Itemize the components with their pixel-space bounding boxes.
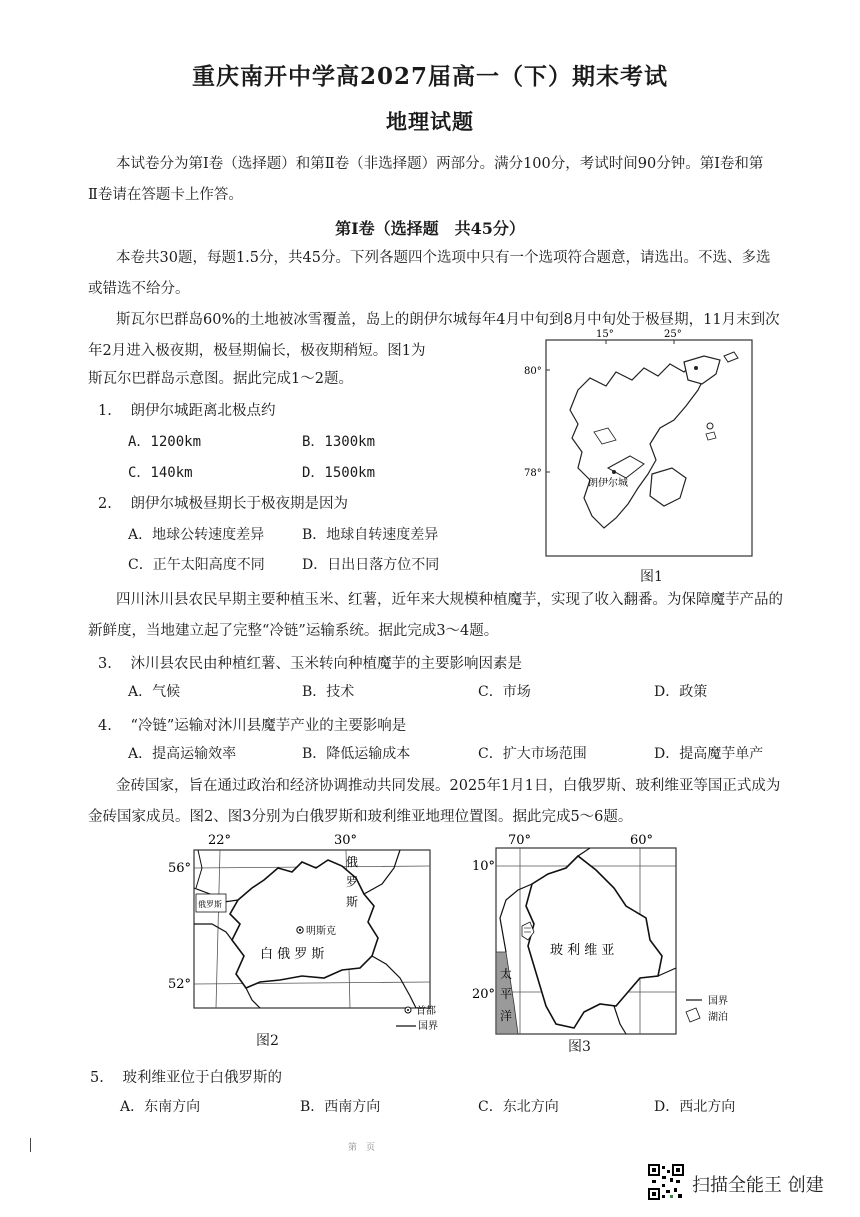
question-stem: 沐川县农民由种植红薯、玉米转向种植魔芋的主要影响因素是	[130, 656, 522, 672]
lat-label: 20°	[472, 987, 496, 1002]
question-4	[98, 714, 406, 735]
lon-label: 60°	[630, 833, 654, 848]
passage3-line2: 金砖国家成员。图2、图3分别为白俄罗斯和玻利维亚地理位置图。据此完成5～6题。	[88, 809, 633, 825]
page-number: 第 页	[348, 1143, 376, 1153]
option-b[interactable]: B．降低运输成本	[302, 746, 411, 762]
question-stem: 玻利维亚位于白俄罗斯的	[122, 1070, 282, 1086]
option-d[interactable]: D．1500km	[302, 465, 376, 481]
figure-2-caption: 图2	[256, 1033, 279, 1049]
islet-dot	[694, 366, 698, 370]
ocean-label-2: 平	[500, 987, 513, 1001]
section-heading: 第Ⅰ卷（选择题 共45分）	[335, 219, 525, 238]
option-c[interactable]: C．市场	[478, 684, 531, 700]
lon-label: 70°	[508, 833, 532, 848]
country-label: 白 俄 罗 斯	[260, 947, 325, 962]
question-number: 1.	[98, 403, 112, 419]
option-c[interactable]: C．140km	[128, 465, 193, 481]
passage1-line3: 斯瓦尔巴群岛示意图。据此完成1～2题。	[88, 371, 353, 387]
question-stem: “冷链”运输对沐川县魔芋产业的主要影响是	[130, 718, 407, 734]
passage1-line1: 斯瓦尔巴群岛60%的土地被冰雪覆盖，岛上的朗伊尔城每年4月中旬到8月中旬处于极昼期，11月末到次	[116, 312, 780, 328]
passage3-line1: 金砖国家，旨在通过政治和经济协调推动共同发展。2025年1月1日，白俄罗斯、玻利维亚等国正式成为	[116, 778, 781, 794]
kaliningrad-label: 俄罗斯	[198, 900, 222, 909]
question-5	[90, 1066, 282, 1087]
lon-label: 25°	[664, 329, 682, 340]
option-d[interactable]: D．政策	[654, 684, 708, 700]
russia-label-2: 罗	[346, 875, 359, 889]
question-1	[98, 399, 275, 420]
passage2-line1: 四川沐川县农民早期主要种植玉米、红薯，近年来大规模种植魔芋，实现了收入翻番。为保障魔芋产品的	[116, 592, 783, 608]
section-instructions-line1: 本卷共30题，每题1.5分，共45分。下列各题四个选项中只有一个选项符合题意，请选出。不选、多选	[116, 250, 771, 266]
question-number: 4.	[98, 718, 112, 734]
option-b[interactable]: B．地球自转速度差异	[302, 527, 439, 543]
figure-1-map	[520, 328, 770, 588]
lat-label: 80°	[524, 366, 542, 377]
option-c[interactable]: C．东北方向	[478, 1099, 559, 1115]
lon-label: 15°	[596, 329, 614, 340]
section-instructions-line2: 或错选不给分。	[88, 281, 190, 297]
country-label: 玻 利 维 亚	[550, 943, 615, 958]
legend-border-label: 国界	[418, 1021, 438, 1032]
ocean-label-1: 太	[500, 967, 513, 981]
lat-label: 78°	[524, 468, 542, 479]
question-3	[98, 652, 522, 673]
option-a[interactable]: A．提高运输效率	[128, 746, 237, 762]
scanner-watermark: 扫描全能王 创建	[692, 1175, 824, 1196]
russia-label-1: 俄	[346, 855, 359, 869]
lat-label: 52°	[168, 977, 192, 992]
option-b[interactable]: B．西南方向	[300, 1099, 381, 1115]
intro-line2: Ⅱ卷请在答题卡上作答。	[88, 187, 243, 203]
intro-line1: 本试卷分为第Ⅰ卷（选择题）和第Ⅱ卷（非选择题）两部分。满分100分，考试时间90分钟。第Ⅰ卷和第	[116, 156, 764, 172]
passage1-line2: 年2月进入极夜期，极昼期偏长，极夜期稍短。图1为	[88, 343, 426, 359]
question-number: 5.	[90, 1070, 104, 1086]
lon-label: 22°	[208, 833, 232, 848]
legend-lake-icon	[686, 1008, 700, 1022]
legend-border-label: 国界	[708, 996, 728, 1007]
page-title: 重庆南开中学高2027届高一（下）期末考试	[191, 63, 668, 90]
option-d[interactable]: D．西北方向	[654, 1099, 736, 1115]
ocean-label-3: 洋	[500, 1009, 513, 1023]
question-stem: 朗伊尔城极昼期长于极夜期是因为	[130, 496, 348, 512]
option-a[interactable]: A．地球公转速度差异	[128, 527, 265, 543]
option-a[interactable]: A．1200km	[128, 434, 202, 450]
qr-code-icon	[648, 1164, 684, 1200]
margin-mark	[30, 1138, 31, 1152]
figure-3-caption: 图3	[568, 1039, 591, 1055]
option-c[interactable]: C．正午太阳高度不同	[128, 557, 265, 573]
figure-2-map	[160, 828, 450, 1050]
option-d[interactable]: D．日出日落方位不同	[302, 557, 440, 573]
question-number: 2.	[98, 496, 112, 512]
option-b[interactable]: B．技术	[302, 684, 355, 700]
capital-label: 明斯克	[306, 926, 336, 937]
legend-capital-label: 首都	[416, 1006, 436, 1017]
city-dot	[612, 470, 616, 474]
question-2	[98, 492, 348, 513]
page-subtitle: 地理试题	[386, 109, 474, 134]
option-d[interactable]: D．提高魔芋单产	[654, 746, 764, 762]
islet	[707, 423, 713, 429]
lat-label: 56°	[168, 861, 192, 876]
passage2-line2: 新鲜度，当地建立起了完整“冷链”运输系统。据此完成3～4题。	[88, 623, 499, 639]
option-c[interactable]: C．扩大市场范围	[478, 746, 587, 762]
lon-label: 30°	[334, 833, 358, 848]
option-a[interactable]: A．气候	[128, 684, 181, 700]
question-number: 3.	[98, 656, 112, 672]
figure-3-map	[470, 828, 730, 1050]
option-b[interactable]: B．1300km	[302, 434, 376, 450]
lat-label: 10°	[472, 859, 496, 874]
legend-lake-label: 湖泊	[708, 1012, 728, 1023]
city-label: 朗伊尔城	[588, 478, 628, 489]
question-stem: 朗伊尔城距离北极点约	[130, 403, 276, 419]
option-a[interactable]: A．东南方向	[120, 1099, 201, 1115]
figure-1-caption: 图1	[640, 569, 663, 585]
russia-label-3: 斯	[346, 895, 359, 909]
